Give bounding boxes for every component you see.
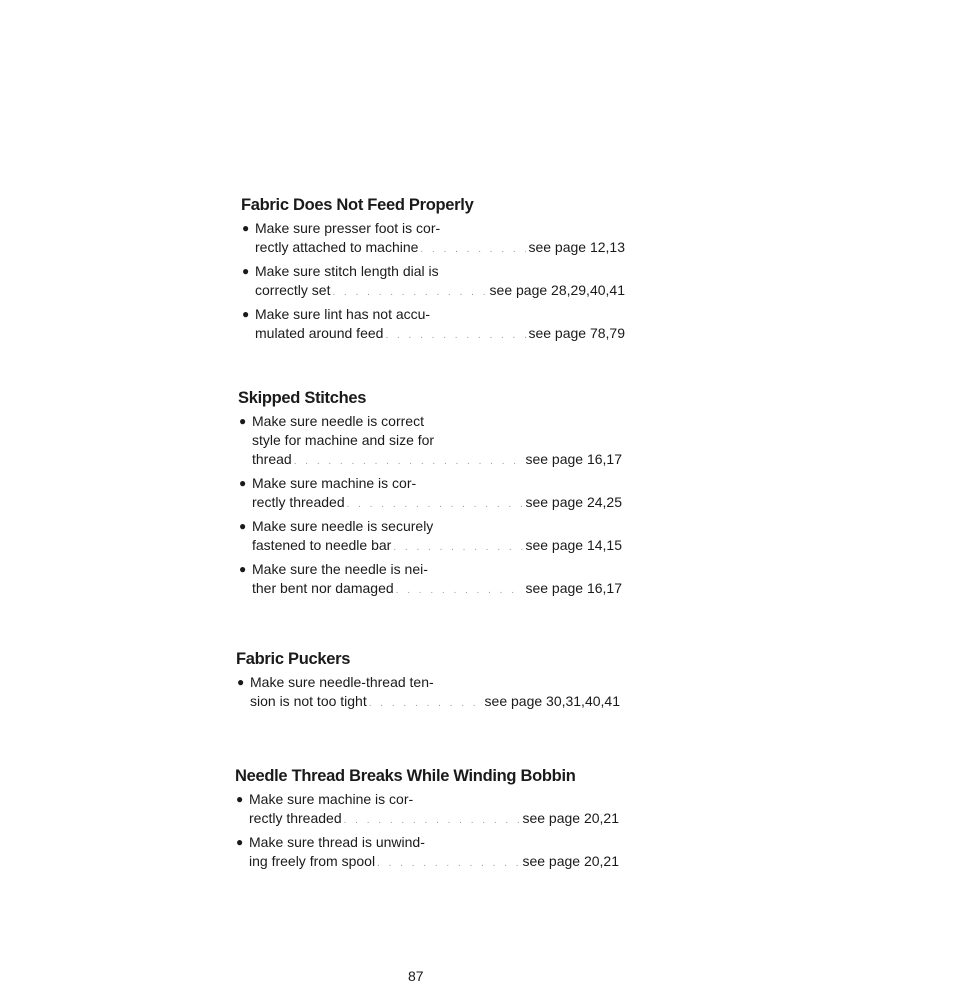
item-text: rectly threaded (252, 494, 345, 510)
bullet-icon: ● (237, 675, 245, 689)
page-reference: see page 16,17 (525, 451, 622, 467)
dot-leader (377, 854, 520, 873)
page-reference: see page 24,25 (525, 494, 622, 510)
page-reference: see page 20,21 (522, 810, 619, 826)
list-item (238, 412, 622, 471)
item-text: fastened to needle bar (252, 537, 392, 553)
section-heading: Needle Thread Breaks While Winding Bobbin (235, 767, 576, 785)
list-item (238, 517, 622, 557)
list-item (238, 560, 622, 600)
item-text: ing freely from spool (249, 853, 376, 869)
item-text: Make sure machine is cor- (249, 791, 414, 807)
section-fabric-puckers (236, 650, 620, 716)
page-number: 87 (408, 968, 424, 984)
item-text: Make sure needle is securely (252, 518, 434, 534)
item-text: rectly attached to machine (255, 239, 419, 255)
bullet-icon: ● (242, 221, 250, 235)
dot-leader (385, 326, 526, 345)
page-reference: see page 20,21 (522, 853, 619, 869)
bullet-icon: ● (239, 562, 247, 576)
bullet-icon: ● (236, 792, 244, 806)
item-text: Make sure presser foot is cor- (255, 220, 441, 236)
item-text: rectly threaded (249, 810, 342, 826)
list-item (235, 790, 619, 830)
item-text: thread (252, 451, 292, 467)
dot-leader (369, 694, 483, 713)
dot-leader (344, 811, 521, 830)
bullet-icon: ● (239, 414, 247, 428)
list-item (241, 262, 625, 302)
section-heading: Fabric Puckers (236, 650, 351, 668)
list-item (236, 673, 620, 713)
dot-leader (396, 581, 524, 600)
page-reference: see page 12,13 (528, 239, 625, 255)
page-reference: see page 16,17 (525, 580, 622, 596)
item-text: correctly set (255, 282, 331, 298)
page-reference: see page 30,31,40,41 (484, 693, 620, 709)
item-text: ther bent nor damaged (252, 580, 394, 596)
item-text: Make sure lint has not accu- (255, 306, 431, 322)
section-fabric-does-not-feed (241, 196, 625, 348)
item-text: Make sure needle-thread ten- (250, 674, 434, 690)
page-reference: see page 14,15 (525, 537, 622, 553)
item-text: Make sure stitch length dial is (255, 263, 439, 279)
page-reference: see page 78,79 (528, 325, 625, 341)
bullet-icon: ● (239, 519, 247, 533)
section-heading: Skipped Stitches (238, 389, 367, 407)
bullet-icon: ● (242, 264, 250, 278)
item-text: mulated around feed (255, 325, 384, 341)
item-text: sion is not too tight (250, 693, 367, 709)
page-reference: see page 28,29,40,41 (489, 282, 625, 298)
item-text: Make sure machine is cor- (252, 475, 417, 491)
list-item (238, 474, 622, 514)
list-item (241, 305, 625, 345)
item-text: Make sure needle is correct (252, 413, 424, 429)
bullet-icon: ● (242, 307, 250, 321)
dot-leader (393, 538, 523, 557)
dot-leader (347, 495, 524, 514)
section-skipped-stitches (238, 389, 622, 603)
dot-leader (332, 283, 487, 302)
list-item (241, 219, 625, 259)
dot-leader (294, 452, 524, 471)
dot-leader (420, 240, 526, 259)
section-heading: Fabric Does Not Feed Properly (241, 196, 474, 214)
item-text: Make sure thread is unwind- (249, 834, 425, 850)
item-text: style for machine and size for (252, 432, 435, 448)
item-text: Make sure the needle is nei- (252, 561, 428, 577)
bullet-icon: ● (239, 476, 247, 490)
bullet-icon: ● (236, 835, 244, 849)
list-item (235, 833, 619, 873)
section-needle-thread-breaks (235, 767, 619, 876)
